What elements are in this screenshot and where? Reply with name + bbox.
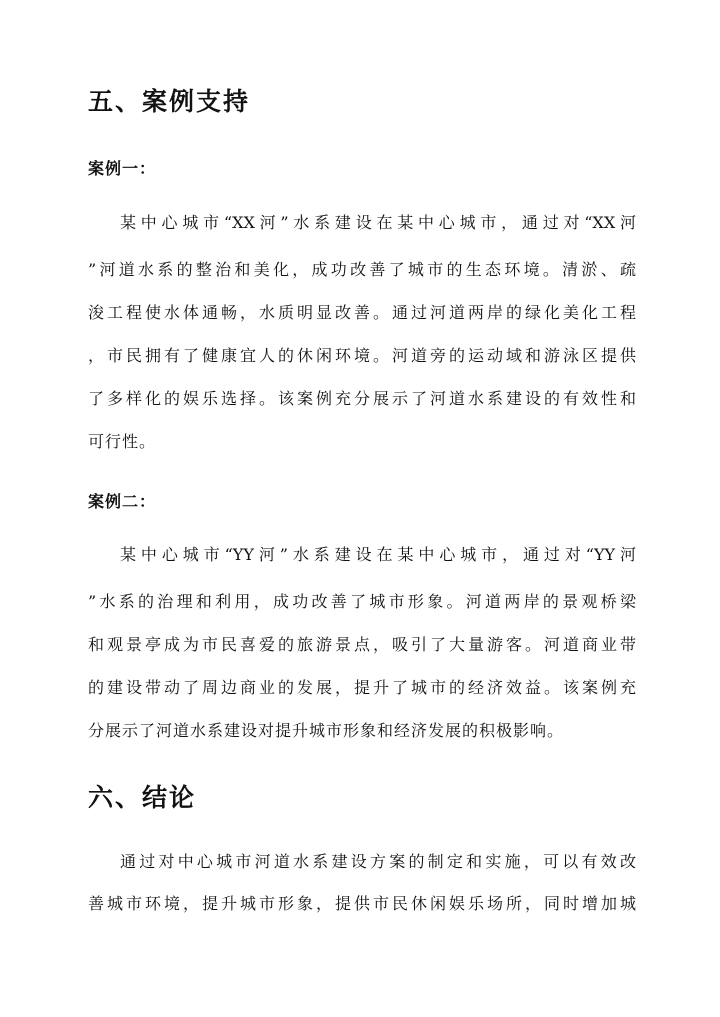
case-one-line: ，市民拥有了健康宜人的休闲环境。河道旁的运动域和游泳区提供 xyxy=(88,346,636,365)
case-two-line: 某中心城市“YY河”水系建设在某中心城市，通过对“YY河 xyxy=(120,545,636,564)
case-two-title: 案例二： xyxy=(88,492,157,511)
case-two-line: 和观景亭成为市民喜爱的旅游景点，吸引了大量游客。河道商业带 xyxy=(88,635,636,654)
case-two-line: ”水系的治理和利用，成功改善了城市形象。河道两岸的景观桥梁 xyxy=(88,592,636,611)
case-one-line: 浚工程使水体通畅，水质明显改善。通过河道两岸的绿化美化工程 xyxy=(88,303,636,322)
case-two-line: 的建设带动了周边商业的发展，提升了城市的经济效益。该案例充 xyxy=(88,678,636,697)
case-one-line: 了多样化的娱乐选择。该案例充分展示了河道水系建设的有效性和 xyxy=(88,389,636,408)
case-one-line: ”河道水系的整治和美化，成功改善了城市的生态环境。清淤、疏 xyxy=(88,260,636,279)
section-heading-case-support: 五、案例支持 xyxy=(88,87,251,116)
case-one-line: 可行性。 xyxy=(88,432,157,451)
conclusion-line: 通过对中心城市河道水系建设方案的制定和实施，可以有效改 xyxy=(120,852,636,871)
case-two-line: 分展示了河道水系建设对提升城市形象和经济发展的积极影响。 xyxy=(88,721,565,740)
case-one-line: 某中心城市“XX河”水系建设在某中心城市，通过对“XX河 xyxy=(120,213,636,232)
conclusion-line: 善城市环境，提升城市形象，提供市民休闲娱乐场所，同时增加城 xyxy=(88,894,636,913)
section-heading-conclusion: 六、结论 xyxy=(88,783,197,812)
case-one-title: 案例一： xyxy=(88,159,157,178)
